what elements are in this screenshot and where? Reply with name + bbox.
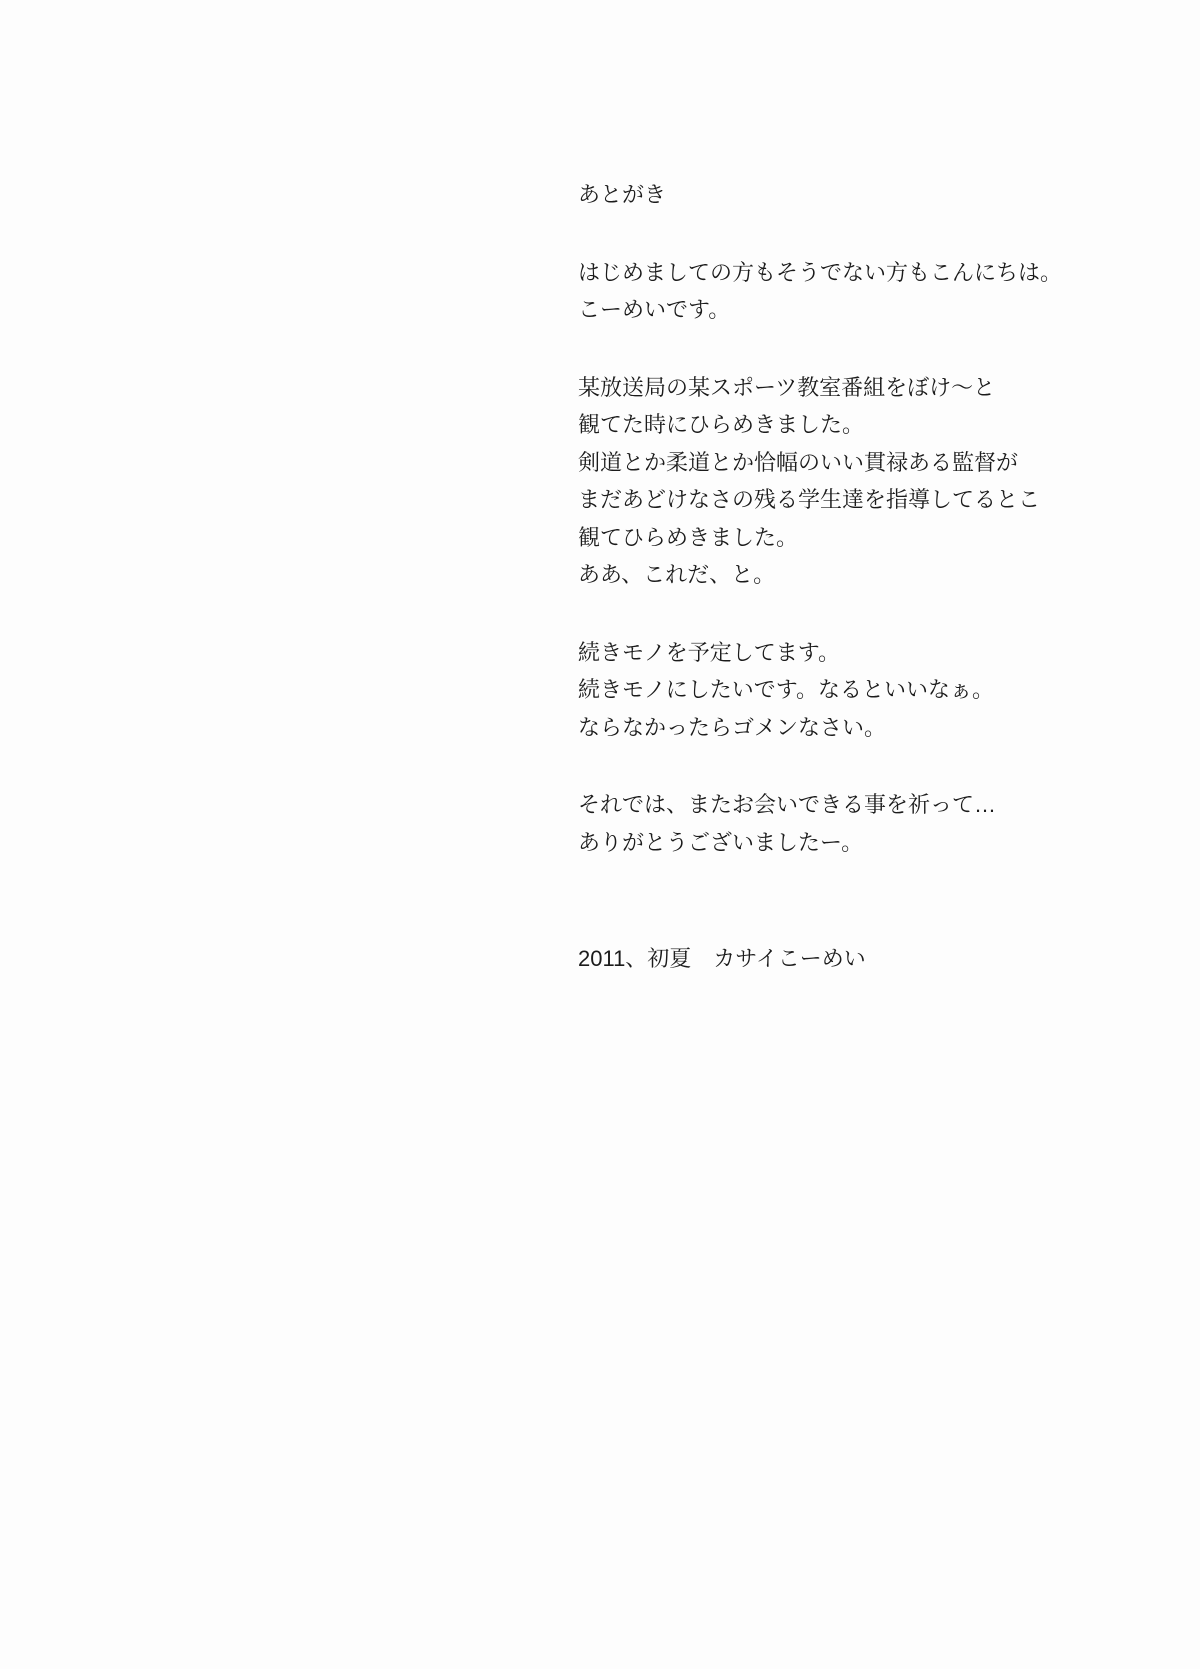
text-line: 続きモノにしたいです。なるといいなぁ。 (578, 677, 995, 702)
text-line: 観てひらめきました。 (578, 524, 799, 550)
signature-line: 2011、初夏 カサイこーめい (578, 946, 866, 971)
text-line: 観てた時にひらめきました。 (578, 412, 865, 437)
text-line: まだあどけなさの残る学生達を指導してるとこ (578, 487, 1041, 512)
afterword-title: あとがき (578, 182, 667, 207)
paragraph-sequel-plans (578, 634, 1048, 747)
afterword-text-block (578, 176, 1063, 978)
text-line: 続きモノを予定してます。 (578, 639, 841, 665)
text-line: はじめましての方もそうでない方もこんにちは。 (578, 259, 1063, 285)
text-line: こーめいです。 (578, 297, 731, 322)
paragraph-inspiration (578, 369, 1048, 594)
text-line: 剣道とか柔道とか恰幅のいい貫禄ある監督が (578, 449, 1019, 475)
text-line: 某放送局の某スポーツ教室番組をぼけ〜と (578, 374, 996, 400)
text-line: ならなかったらゴメンなさい。 (578, 714, 887, 740)
text-line: ありがとうございましたー。 (578, 829, 864, 855)
text-line: それでは、またお会いできる事を祈って… (578, 792, 997, 817)
text-line: ああ、これだ、と。 (578, 562, 776, 587)
paragraph-farewell (578, 786, 1048, 861)
paragraph-greeting (578, 254, 1063, 329)
